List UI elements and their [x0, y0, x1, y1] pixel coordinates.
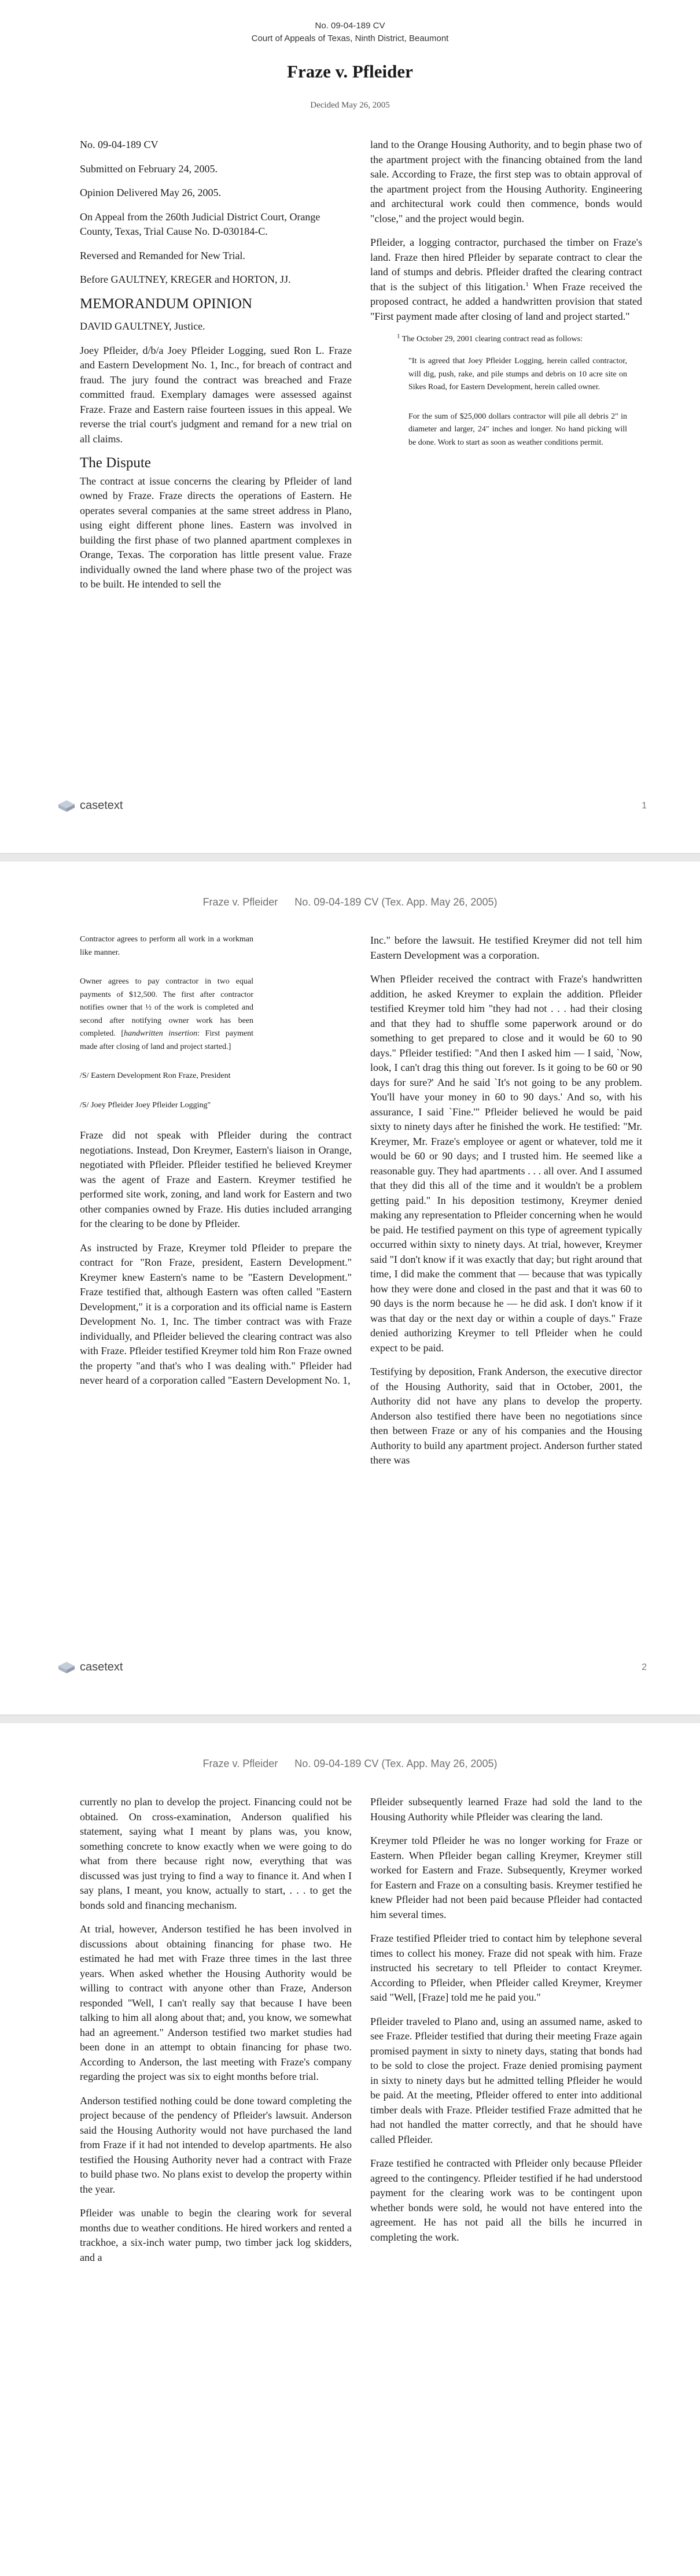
- paragraph: [370, 235, 642, 324]
- panel-line: Before GAULTNEY, KREGER and HORTON, JJ.: [80, 274, 291, 285]
- submitted-line: Submitted on February 24, 2005.: [80, 162, 218, 175]
- quote-paragraph: For the sum of $25,000 dollars contractor will pile all debris 2" in diameter and larger, 24" inches and longer. No hand picking will be done. Work to start as soon as weather conditions permit.: [408, 412, 627, 447]
- quote-paragraph: Contractor agrees to perform all work in a workman like manner.: [80, 935, 253, 957]
- column-right: [370, 138, 642, 465]
- page-2: [0, 862, 700, 1714]
- footnote-text: The October 29, 2001 clearing contract read as follows:: [400, 335, 583, 343]
- paragraph: As instructed by Fraze, Kreymer told Pfleider to prepare the contract for "Ron Fraze, president, Eastern Development." Kreymer knew Eastern's name to be "Eastern Development." Fraze testified that, although Eastern was often called "Eastern Development," it is a corporation and its official name is Eastern Development No. 1, Inc. The timber contract was with Fraze individually, and Pfleider believed the clearing contract was also with Fraze. Pfleider testified Kreymer told him Ron Fraze owned the property "and that's who I was dealing with." Pfleider had never heard of a corporation called "Eastern Development No. 1,: [80, 1241, 352, 1386]
- quote-text: Owner agrees to pay contractor in two equal payments of $12,500. The first after contractor notifies owner that ½ of the work is completed and second after notifying owner work has been completed. [: [80, 977, 253, 1038]
- signature-line: /S/ Joey Pfleider Joey Pfleider Logging": [80, 1100, 211, 1110]
- paragraph: The contract at issue concerns the clearing by Pfleider of land owned by Fraze. Fraze directs the operations of Eastern. He operates several companies at the same street address in Plano, using eight different phone lines. Eastern was involved in building the first phase of two planned apartment complexes in Orange, Texas. The corporation has little present value. Fraze individually owned the land where phase two of the project was to be built. He intended to sell the: [80, 475, 352, 590]
- paragraph: Inc." before the lawsuit. He testified Kreymer did not tell him Eastern Development was a corporation.: [370, 934, 642, 961]
- column-left: [80, 933, 352, 1398]
- footnote-ref[interactable]: 1: [525, 280, 529, 288]
- running-citation: No. 09-04-189 CV (Tex. App. May 26, 2005): [294, 1758, 498, 1769]
- column-left: [80, 1795, 352, 2274]
- docket-line: No. 09-04-189 CV: [80, 139, 159, 150]
- quote-paragraph: "It is agreed that Joey Pfleider Logging, herein called contractor, will dig, push, rake, and pile stumps and debris on 10 acre site on Sikes Road, for Eastern Development, herein called owner.: [408, 357, 627, 391]
- casetext-brand: casetext: [80, 1661, 123, 1673]
- delivered-line: Opinion Delivered May 26, 2005.: [80, 187, 221, 198]
- contract-quote: [370, 355, 642, 449]
- quote-paragraph: [80, 975, 253, 1054]
- column-right: [370, 1795, 642, 2254]
- paragraph: currently no plan to develop the project. Financing could not be obtained. On cross-examination, Anderson qualified his statement, saying what I meant by plans was, you know, something concrete to know exactly when we were going to do what from there because right now, everything that was discussed was just trying to find a way to finance it. And when I say plans, I meant, you know, actually to start, . . . to get the bonds sold and financing mechanism.: [80, 1796, 352, 1911]
- running-header: [0, 1758, 700, 1770]
- paragraph: Kreymer told Pfleider he was no longer working for Fraze or Eastern. When Pfleider began calling Kreymer, Kreymer still worked for Eastern and Fraze. Subsequently, Kreymer worked for Eastern and Fraze on a consulting basis. Kreymer testified he knew Pfleider had not been paid because Pfleider had contacted him several times.: [370, 1835, 642, 1920]
- paragraph: Pfleider was unable to begin the clearing work for several months due to weather conditions. He hired workers and rented a trackhoe, a six-inch water pump, two timber jack log skidders, and a: [80, 2207, 352, 2263]
- paragraph: Anderson testified nothing could be done toward completing the project because of the pendency of Pfleider's lawsuit. Anderson said the Housing Authority would not have purchased the land from Fraze if it had not intended to develop apartments. He also testified the Housing Authority never had a contract with Fraze to build phase two. No plans exist to develop the property within the year.: [80, 2094, 352, 2195]
- page-3: [0, 1723, 700, 2576]
- docket-number: No. 09-04-189 CV: [315, 21, 385, 31]
- paragraph: land to the Orange Housing Authority, and to begin phase two of the apartment project with the financing obtained from the land sale. According to Fraze, the first step was to obtain approval of the apartment project from the Housing Authority. Engineering and architectural work could then commence, bonds would "close," and the project would begin.: [370, 139, 642, 224]
- paragraph: Testifying by deposition, Frank Anderson, the executive director of the Housing Authority, said that in October, 2001, the Authority did not have any plans to develop the property. Anderson also testified there have been no negotiations since then between Fraze or any of his companies and the Housing Authority to build any apartment project. Anderson further stated there was: [370, 1366, 642, 1466]
- paragraph: At trial, however, Anderson testified he has been involved in discussions about obtaining financing for phase two. He estimated he had met with Fraze three times in the last three years. When asked whether the Housing Authority would be willing to contract with anyone other than Fraze, Anderson responded "Well, I can't really say that because I have been talking to him all along about that; and, you know, we somewhat had an agreement." Anderson testified two market studies had been done in an attempt to obtain financing for phase two. According to Anderson, the last meeting with Fraze's company regarding the project was six to eight months before trial.: [80, 1923, 352, 2082]
- memorandum-heading: MEMORANDUM OPINION: [80, 295, 252, 312]
- page-1: [0, 0, 700, 853]
- signature-line: /S/ Eastern Development Ron Fraze, President: [80, 1071, 231, 1080]
- running-header: [0, 896, 700, 908]
- disposition-line: Reversed and Remanded for New Trial.: [80, 249, 245, 261]
- running-citation: No. 09-04-189 CV (Tex. App. May 26, 2005): [294, 896, 498, 908]
- contract-quote-continued: [22, 933, 352, 1112]
- column-right: [370, 933, 642, 1477]
- paragraph: Pfleider traveled to Plano and, using an assumed name, asked to see Fraze. Pfleider testified that during their meeting Fraze again promised payment in sixty to ninety days, stating that bonds had to be sold to close the project. Fraze denied promising payment in sixty to ninety days but he admitted telling Pfleider he would be paid. At the meeting, Pfleider offered to enter into additional timber deals with Fraze. Pfleider testified Fraze admitted that he had not handled the matter correctly, and that he should have called Pfleider.: [370, 2015, 642, 2145]
- column-left: [80, 138, 352, 601]
- running-title: Fraze v. Pfleider: [202, 896, 278, 908]
- paragraph: Fraze did not speak with Pfleider during the contract negotiations. Instead, Don Kreymer, Eastern's liaison in Orange, negotiated with Pfleider. Pfleider testified he believed Kreymer was the agent of Fraze and Eastern. Kreymer testified he performed site work, zoning, and land work for Eastern and two other companies owned by Fraze. His duties included arranging for the clearing to be done by Pfleider.: [80, 1129, 352, 1229]
- paragraph: Fraze testified Pfleider tried to contact him by telephone several times to collect his money. Fraze did not speak with him. Fraze instructed his secretary to tell Pfleider to contact Kreymer. According to Pfleider, when Pfleider called Kreymer, Kreymer said "Well, [Fraze] told me he paid you.": [370, 1932, 642, 2003]
- casetext-brand: casetext: [80, 799, 123, 812]
- court-header: [0, 20, 700, 45]
- casetext-logo-icon: [58, 800, 75, 812]
- court-name: Court of Appeals of Texas, Ninth District, Beaumont: [251, 34, 449, 43]
- footnote: [370, 333, 642, 346]
- case-title: Fraze v. Pfleider: [287, 61, 413, 82]
- quote-italic: handwritten insertion: [124, 1029, 198, 1038]
- running-title: Fraze v. Pfleider: [202, 1758, 278, 1769]
- paragraph: Pfleider subsequently learned Fraze had sold the land to the Housing Authority while Pfleider was clearing the land.: [370, 1796, 642, 1823]
- author-line: DAVID GAULTNEY, Justice.: [80, 320, 205, 332]
- casetext-footer[interactable]: [58, 1661, 123, 1674]
- casetext-logo-icon: [58, 1661, 75, 1674]
- paragraph: Fraze testified he contracted with Pfleider only because Pfleider agreed to the contingency. Pfleider testified if he had understood payment for the clearing work was to be contingent upon whether bonds were sold, he would not have entered into the agreement. He has not paid all the bills he incurred in completing the work.: [370, 2157, 642, 2243]
- paragraph-text: Pfleider, a logging contractor, purchased the timber on Fraze's land. Fraze then hired Pfleider by separate contract to clear the land of stumps and debris. Pfleider drafted the clearing contract that is the subject of this litigation.: [370, 236, 642, 293]
- decided-date: Decided May 26, 2005: [310, 101, 390, 110]
- paragraph: Joey Pfleider, d/b/a Joey Pfleider Logging, sued Ron L. Fraze and Eastern Development No. 1, Inc., for breach of contract and fraud. The jury found the contract was breached and Fraze committed fraud. Exemplary damages were assessed against Fraze. Fraze and Eastern raise fourteen issues in this appeal. We reverse the trial court's judgment and remand for a new trial on all claims.: [80, 344, 352, 445]
- paragraph: When Pfleider received the contract with Fraze's handwritten addition, he asked Kreymer to explain the addition. Pfleider testified Kreymer told him "they had not . . . had their closing and that they had to shuffle some paperwork around or do something to get prepared to close and it would be 60 to 90 days." Pfleider testified: "And then I asked him — I said, `Now, look, I can't drag this thing out forever. Is it going to be 60 or 90 days for sure?' And he said `It's not going to be any problem. You'll have your money in 60 to 90 days.' And so, with his assurance, I said `Fine.'" Pfleider believed he would be paid sixty to ninety days after he finished the work. He testified: "Mr. Kreymer, Mr. Fraze's employee or agent or whatever, told me it would be 60 or 90 days; and I trusted him. He seemed like a reasonable guy. They had apartments . . . all over. And I assumed that they did this all of the time and it wouldn't be a problem getting paid." In his deposition testimony, Kreymer denied making any representation to Pfleider concerning when he would be paid. He testified payment on this type of agreement typically occurred within sixty to ninety days. At trial, however, Kreymer said "I don't know if it was exactly that day; but right around that time, I did make the comment that — because that was typically how they were done and closed in the past and that it was 60 to 90 days is the norm because he — he did ask. I don't know if it was that day or the next day or within a couple of days." Fraze denied authorizing Kreymer to tell Pfleider when he could expect to be paid.: [370, 973, 642, 1354]
- appeal-line: On Appeal from the 260th Judicial District Court, Orange County, Texas, Trial Cause No. D-030184-C.: [80, 210, 320, 237]
- quote-text: : First payment made after closing of land and project started.]: [80, 1029, 253, 1051]
- footnote-number: 1: [397, 332, 400, 340]
- paragraph-text: When Fraze received the proposed contract, he added a handwritten provision that stated "First payment made after closing of land and project started.": [370, 280, 642, 322]
- page-number: 2: [642, 1662, 647, 1672]
- dispute-heading: The Dispute: [80, 455, 151, 471]
- casetext-footer[interactable]: [58, 799, 123, 812]
- page-number: 1: [642, 801, 647, 811]
